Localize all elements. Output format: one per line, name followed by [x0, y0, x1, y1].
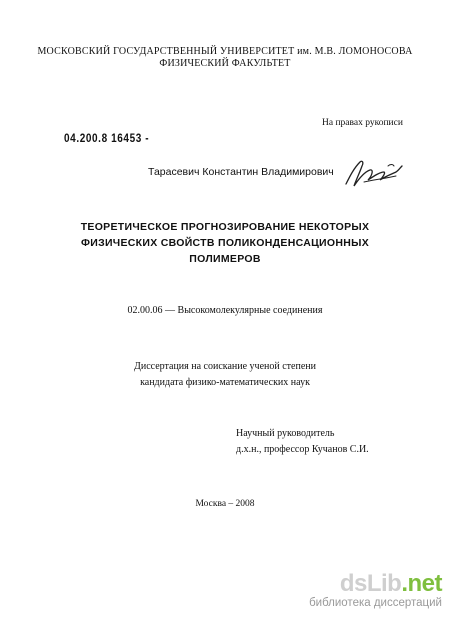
author-name: Тарасевич Константин Владимирович — [148, 166, 334, 178]
university-name: МОСКОВСКИЙ ГОСУДАРСТВЕННЫЙ УНИВЕРСИТЕТ им. М.В. ЛОМОНОСОВА — [37, 46, 413, 57]
watermark-logo — [309, 572, 442, 596]
title-line-2: ФИЗИЧЕСКИХ СВОЙСТВ ПОЛИКОНДЕНСАЦИОННЫХ — [80, 237, 370, 249]
thesis-line-2: кандидата физико-математических наук — [140, 377, 310, 388]
advisor-name: д.х.н., профессор Кучанов С.И. — [236, 444, 369, 455]
faculty-name: ФИЗИЧЕСКИЙ ФАКУЛЬТЕТ — [159, 58, 291, 69]
watermark-logo-accent: .net — [401, 570, 442, 597]
city-year: Москва – 2008 — [195, 499, 255, 509]
advisor-title: Научный руководитель — [236, 428, 335, 439]
thesis-line-1: Диссертация на соискание ученой степени — [134, 361, 316, 372]
watermark-caption: библиотека диссертаций — [309, 597, 442, 609]
rights-note: На правах рукописи — [322, 118, 403, 128]
watermark-logo-main: dsLib — [339, 570, 402, 597]
watermark — [309, 572, 442, 610]
title-line-1: ТЕОРЕТИЧЕСКОЕ ПРОГНОЗИРОВАНИЕ НЕКОТОРЫХ — [80, 221, 370, 233]
specialty: 02.00.06 — Высокомолекулярные соединения — [127, 305, 323, 316]
signature-icon — [340, 154, 410, 194]
title-line-3: ПОЛИМЕРОВ — [189, 253, 261, 265]
udc-number: 04.200.8 16453 - — [64, 133, 150, 146]
